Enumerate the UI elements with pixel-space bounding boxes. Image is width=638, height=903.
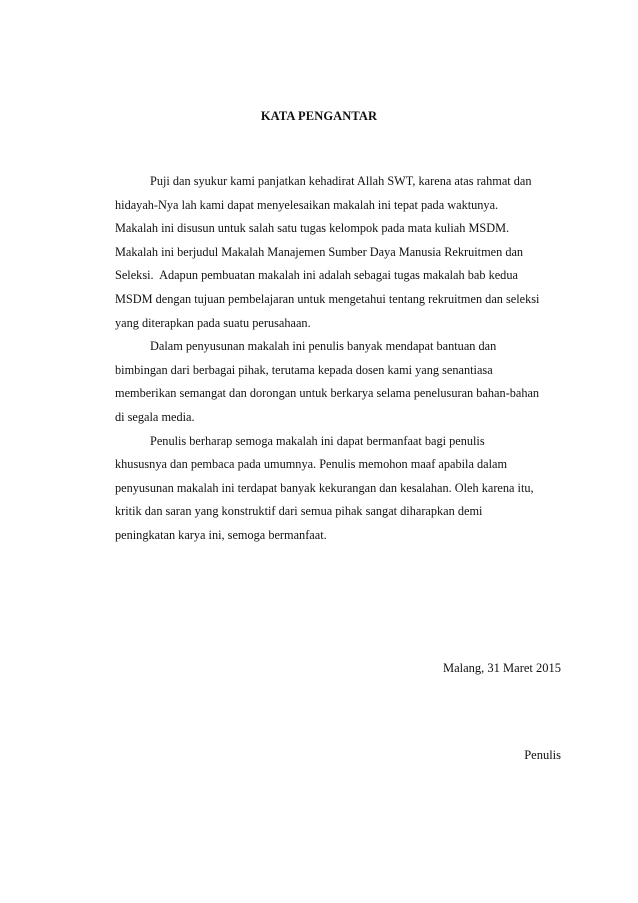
text-line: kritik dan saran yang konstruktif dari semua pihak sangat diharapkan demi (115, 504, 483, 519)
paragraph-1 (115, 170, 565, 335)
text-line: yang diterapkan pada suatu perusahaan. (115, 315, 311, 330)
paragraph-2 (115, 335, 565, 429)
closing-place-date: Malang, 31 Maret 2015 (442, 661, 561, 675)
text-line: Seleksi. Adapun pembuatan makalah ini adalah sebagai tugas makalah bab kedua (115, 268, 518, 283)
text-line: Makalah ini berjudul Makalah Manajemen Sumber Daya Manusia Rekruitmen dan (115, 244, 524, 259)
paragraph-3 (115, 430, 565, 548)
text-line: memberikan semangat dan dorongan untuk berkarya selama penelusuran bahan-bahan (115, 386, 540, 401)
text-line: khususnya dan pembaca pada umumnya. Penulis memohon maaf apabila dalam (115, 457, 508, 472)
text-line: Dalam penyusunan makalah ini penulis banyak mendapat bantuan dan (150, 339, 497, 354)
document-body (115, 170, 565, 548)
text-line: penyusunan makalah ini terdapat banyak kekurangan dan kesalahan. Oleh karena itu, (115, 480, 534, 495)
text-line: bimbingan dari berbagai pihak, terutama kepada dosen kami yang senantiasa (115, 362, 493, 377)
text-line: Penulis berharap semoga makalah ini dapat bermanfaat bagi penulis (150, 433, 485, 448)
text-line: Makalah ini disusun untuk salah satu tugas kelompok pada mata kuliah MSDM. (115, 221, 510, 236)
text-line: peningkatan karya ini, semoga bermanfaat. (115, 527, 327, 542)
page-title: KATA PENGANTAR (260, 109, 378, 123)
text-line: hidayah-Nya lah kami dapat menyelesaikan makalah ini tepat pada waktunya. (115, 197, 499, 212)
text-line: di segala media. (115, 409, 195, 424)
closing-author: Penulis (524, 748, 561, 762)
text-line: MSDM dengan tujuan pembelajaran untuk mengetahui tentang rekruitmen dan seleksi (115, 291, 540, 306)
text-line: Puji dan syukur kami panjatkan kehadirat Allah SWT, karena atas rahmat dan (150, 174, 532, 188)
